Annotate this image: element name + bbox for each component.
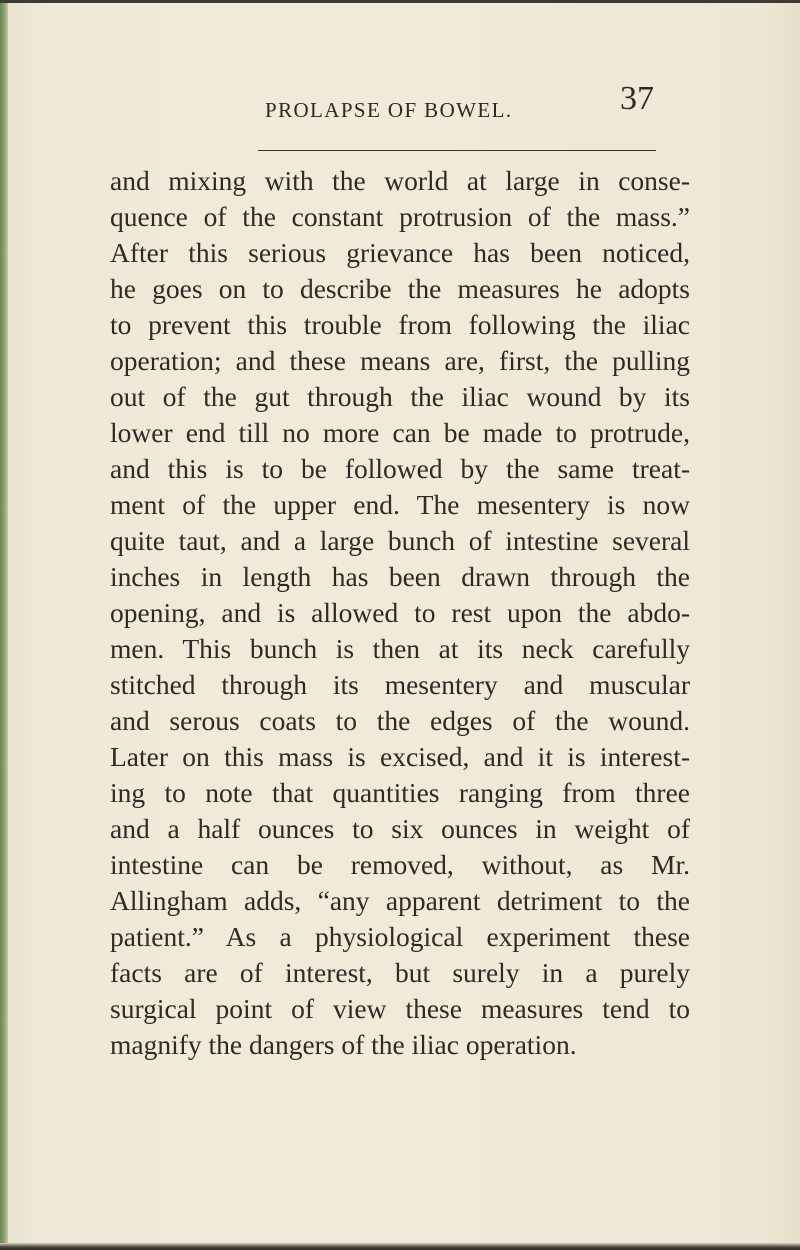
text-line: stitched through its mesentery and muscular <box>110 669 690 700</box>
text-line: operation; and these means are, first, the pulling <box>110 345 690 376</box>
text-line: to prevent this trouble from following the iliac <box>110 309 690 340</box>
page-binding-edge <box>0 0 8 1250</box>
text-line: inches in length has been drawn through the <box>110 561 690 592</box>
text-line: facts are of interest, but surely in a purely <box>110 957 690 988</box>
text-line: and serous coats to the edges of the wound. <box>110 705 690 736</box>
text-line: quite taut, and a large bunch of intestine several <box>110 525 690 556</box>
text-line: ment of the upper end. The mesentery is now <box>110 489 690 520</box>
text-line: Later on this mass is excised, and it is interest- <box>110 741 690 772</box>
text-line: opening, and is allowed to rest upon the abdo- <box>110 597 690 628</box>
text-line: ing to note that quantities ranging from three <box>110 777 690 808</box>
text-line: magnify the dangers of the iliac operation. <box>110 1029 577 1060</box>
text-line: men. This bunch is then at its neck carefully <box>110 633 690 664</box>
text-line: and mixing with the world at large in conse- <box>110 165 690 196</box>
text-line: lower end till no more can be made to protrude, <box>110 417 690 448</box>
text-line: and this is to be followed by the same treat- <box>110 453 690 484</box>
text-line: he goes on to describe the measures he adopts <box>110 273 690 304</box>
text-line: and a half ounces to six ounces in weight of <box>110 813 690 844</box>
text-line: patient.” As a physiological experiment these <box>110 921 690 952</box>
page-top-edge <box>0 0 800 3</box>
text-line: quence of the constant protrusion of the mass.” <box>110 201 690 232</box>
body-text <box>110 163 690 1063</box>
text-line: out of the gut through the iliac wound by its <box>110 381 690 412</box>
header-rule <box>258 150 656 151</box>
text-line: surgical point of view these measures tend to <box>110 993 690 1024</box>
text-line: Allingham adds, “any apparent detriment to the <box>110 885 690 916</box>
page-bottom-edge <box>0 1243 800 1250</box>
page-number: 37 <box>620 80 654 117</box>
text-line: After this serious grievance has been noticed, <box>110 237 690 268</box>
running-head: PROLAPSE OF BOWEL. <box>265 98 513 122</box>
text-line: intestine can be removed, without, as Mr. <box>110 849 690 880</box>
